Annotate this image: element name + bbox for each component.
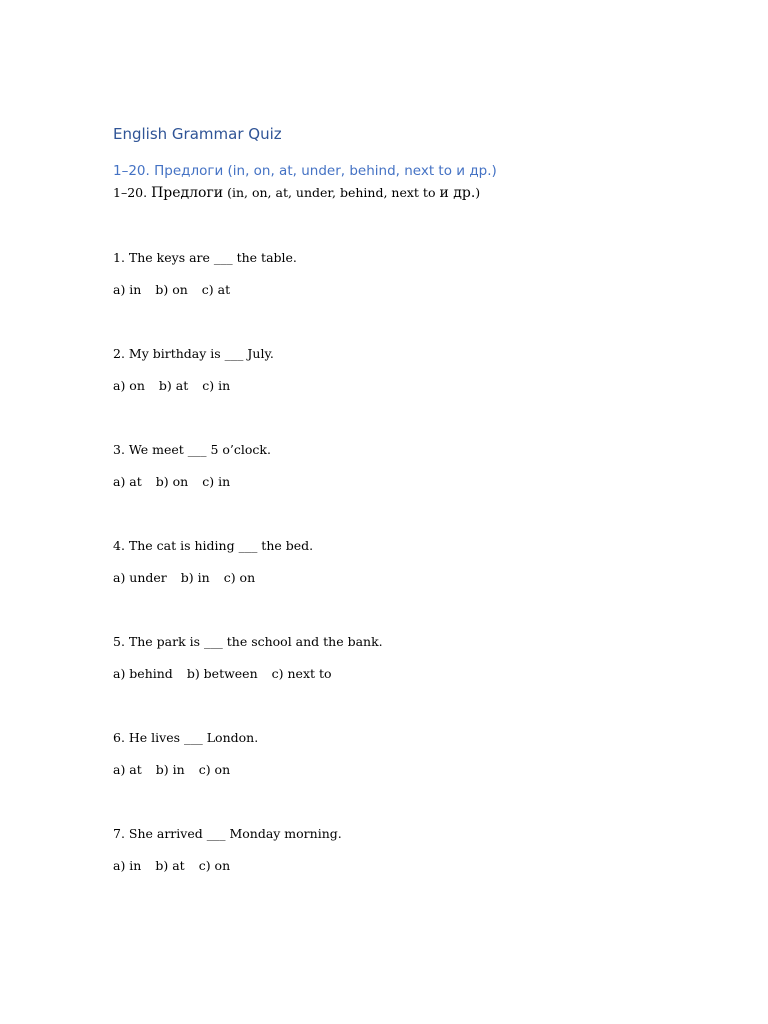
option-a: a) in — [113, 282, 142, 297]
subline-cyr: и др. — [439, 185, 476, 201]
question-text: 2. My birthday is ___ July. — [113, 346, 274, 361]
option-a: a) under — [113, 570, 167, 585]
option-b: b) in — [180, 570, 210, 585]
option-c: c) in — [202, 378, 231, 393]
option-a: a) on — [113, 378, 145, 393]
option-c: c) next to — [271, 666, 332, 681]
option-c: c) in — [202, 474, 231, 489]
question-text: 3. We meet ___ 5 o’clock. — [113, 442, 271, 457]
question-options — [113, 570, 269, 585]
subline-middle: (in, on, at, under, behind, next to — [223, 185, 440, 200]
question-options — [113, 858, 244, 873]
subline-prefix: 1–20. — [113, 185, 152, 200]
question-options — [113, 666, 346, 681]
question-text: 1. The keys are ___ the table. — [113, 250, 297, 265]
option-c: c) on — [198, 858, 231, 873]
question-text: 4. The cat is hiding ___ the bed. — [113, 538, 314, 553]
option-c: c) on — [223, 570, 256, 585]
option-c: c) on — [198, 762, 231, 777]
question-text: 6. He lives ___ London. — [113, 730, 259, 745]
question-options — [113, 762, 244, 777]
subline-word: Предлоги — [151, 185, 224, 201]
question-text: 5. The park is ___ the school and the bank. — [113, 634, 383, 649]
option-b: b) at — [158, 378, 189, 393]
document-title: English Grammar Quiz — [113, 125, 282, 143]
option-b: b) on — [155, 474, 189, 489]
option-c: c) at — [201, 282, 231, 297]
option-a: a) behind — [113, 666, 173, 681]
option-a: a) at — [113, 474, 142, 489]
question-text: 7. She arrived ___ Monday morning. — [113, 826, 342, 841]
option-b: b) at — [155, 858, 185, 873]
option-a: a) in — [113, 858, 142, 873]
subline-suffix: ) — [475, 185, 481, 200]
option-b: b) between — [186, 666, 258, 681]
section-heading: 1–20. Предлоги (in, on, at, under, behind, next to и др.) — [113, 163, 497, 179]
question-options — [113, 378, 244, 393]
option-b: b) on — [155, 282, 188, 297]
section-subline — [113, 185, 480, 201]
option-a: a) at — [113, 762, 142, 777]
question-options — [113, 282, 244, 297]
question-options — [113, 474, 244, 489]
option-b: b) in — [155, 762, 185, 777]
